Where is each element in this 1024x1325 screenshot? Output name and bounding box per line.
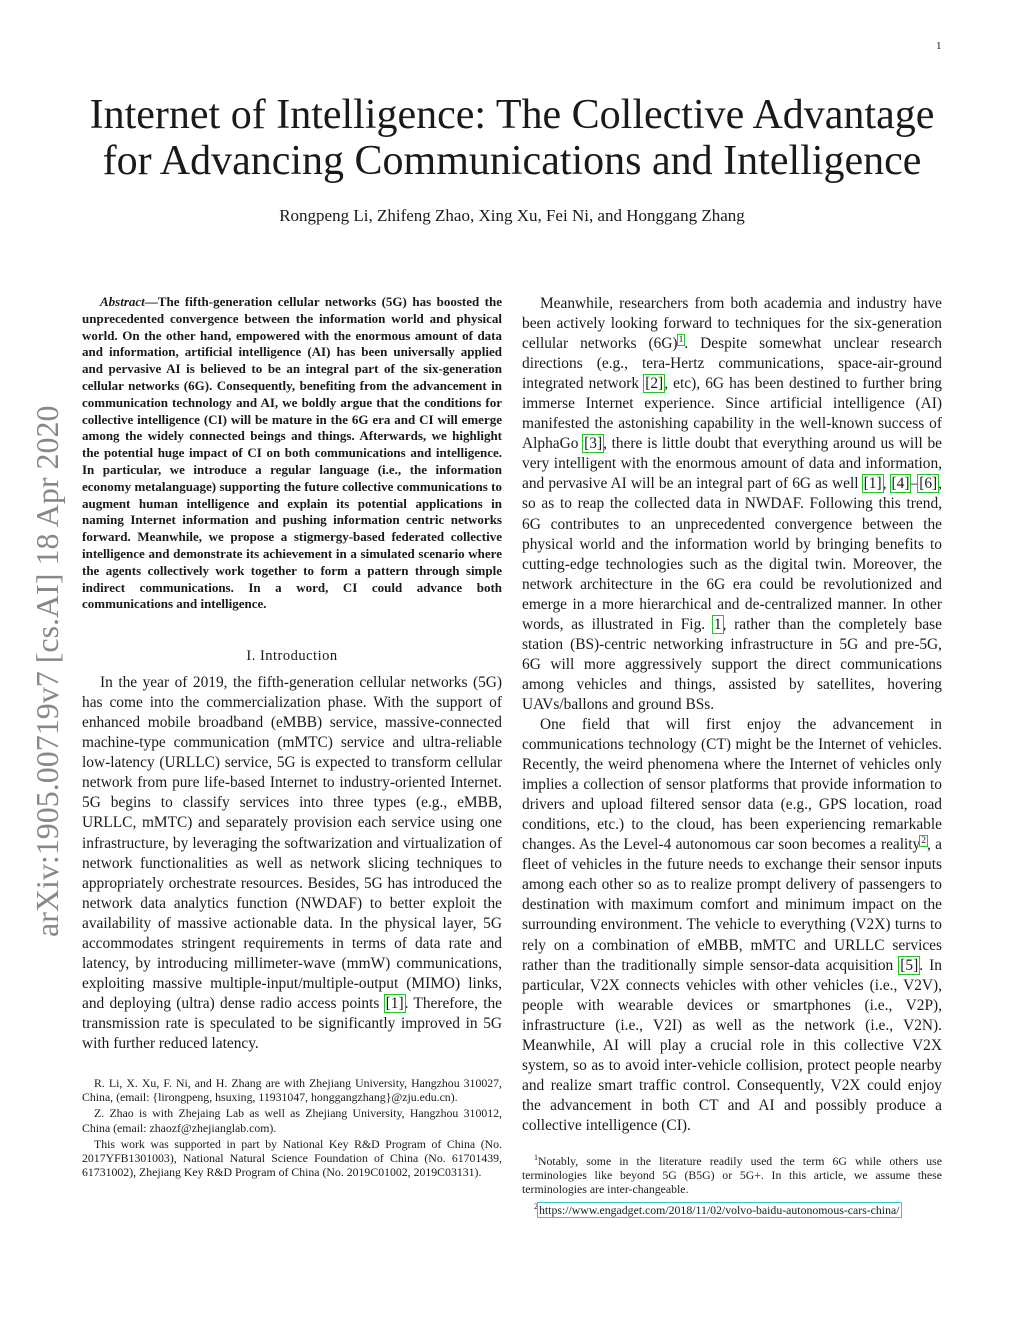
body-paragraph-6g	[522, 294, 942, 715]
body-text: ,	[882, 475, 891, 493]
abstract	[82, 294, 502, 613]
citation-link[interactable]: [4]	[891, 475, 910, 493]
citation-link[interactable]: [1]	[385, 994, 404, 1012]
body-text: , rather than the completely base station (BS)-centric networking infrastructure in 5G and pre-5G, 6G will more aggressively support the direct communications among vehicles and things, assisted by satellites, hovering UAVs/ballons and ground BSs.	[522, 615, 942, 713]
body-text: , etc), 6G has been destined to further bring immerse Internet experience. Since artificial intelligence (AI) manifested the astonishing capability in the well-known success of AlphaGo	[522, 375, 942, 453]
intro-text: . Therefore, the transmission rate is speculated to be significantly improved in 5G with further reduced latency.	[82, 994, 502, 1052]
affiliation-footnotes	[82, 1076, 502, 1179]
figure-link[interactable]: 1	[713, 615, 722, 633]
body-text: . In particular, V2X connects vehicles with other vehicles (i.e., V2V), people with wearable devices or smartphones (i.e., V2P), infrastructure (i.e., V2I) as well as the network (i.e., V2N). Meanwhile, AI will play a crucial role in this collective V2X system, so as to avoid inter-vehicle collision, protect people nearby and realize smart traffic control. Consequently, V2X could enjoy the advancement in both CT and AI and possibly produce a collective intelligence (CI).	[522, 956, 942, 1134]
footnote-affiliation-2: Z. Zhao is with Zhejaing Lab as well as Zhejiang University, Hangzhou 310012, China (email: zhaozf@zhejianglab.com).	[82, 1106, 502, 1135]
body-text: . Despite somewhat unclear research directions (e.g., tera-Hertz communications, space-air-ground integrated network	[522, 335, 942, 393]
body-text: , a fleet of vehicles in the future needs to exchange their sensor inputs among each other so as to realize prompt delivery of passengers to destination with maximum comfort and minimum impact on the surrounding environment. The vehicle to everything (V2X) turns to rely on a combination of eMBB, mMTC and URLLC services rather than the traditionally simple sensor-data acquisition	[522, 836, 943, 974]
footnote-number: 2	[534, 1201, 538, 1211]
author-list: Rongpeng Li, Zhifeng Zhao, Xing Xu, Fei Ni, and Honggang Zhang	[279, 206, 745, 225]
abstract-text: —The fifth-generation cellular networks (5G) has boosted the unprecedented convergence between the information world and physical world. On the other hand, empowered with the enormous amount of data and information, artificial intelligence (AI) has been universally applied and pervasive AI is believed to be an integral part of the six-generation cellular networks (6G). Consequently, benefiting from the advancement in communication technology and AI, we boldly argue that the conditions for collective intelligence (CI) will be mature in the 6G era and CI will emerge among the widely connected beings and things. Afterwards, we highlight the potential huge impact of CI on both communications and intelligence. In particular, we introduce a regular language (i.e., the information economy metalanguage) supporting the future collective communications to augment human intelligence and explain its potential applications in naming Internet information and pushing information centric networks forward. Meanwhile, we propose a stigmergy-based federated collective intelligence and demonstrate its achievement in a simulated scenario where the agents collectively work together to form a pattern through simple indirect communications. In a word, CI could advance both communications and intelligence.	[82, 294, 502, 612]
right-column	[522, 294, 942, 1219]
intro-text: In the year of 2019, the fifth-generation cellular networks (5G) has come into the commercialization phase. With the support of enhanced mobile broadband (eMBB) service, massive-connected machine-type communication (mMTC) service and ultra-reliable low-latency (URLLC) service, 5G is expected to transform cellular network from pure life-based Internet to industry-oriented Internet. 5G begins to classify services into three types (e.g., eMBB, URLLC, mMTC) and separately provision each service using one infrastructure, by leveraging the softwarization and virtualization of network functionalities as well as network slicing techniques to appropriately orchestrate resources. Besides, 5G has introduced the network data analytics function (NWDAF) to better exploit the availability of massive actionable data. In the physical layer, 5G accommodates stringent requirements in terms of data rate and latency, by introducing millimeter-wave (mmW) communications, exploiting massive multiple-input/multiple-output (MIMO) links, and deploying (ultra) dense radio access points	[82, 674, 502, 1012]
footnote-url-link[interactable]: https://www.engadget.com/2018/11/02/volvo-baidu-autonomous-cars-china/	[539, 1202, 900, 1217]
body-text: , so as to reap the collected data in NWDAF. Following this trend, 6G contributes to an unprecedented convergence between the physical world and the information world by bringing benefits to cutting-edge technologies such as the digital twin. Moreover, the network architecture in the 6G era could be revolutionized and emerge in a more hierarchical and de-centralized manner. In other words, as illustrated in Fig.	[522, 475, 942, 633]
section-heading-introduction: I. Introduction	[246, 648, 338, 665]
citation-link[interactable]: [3]	[584, 435, 603, 453]
body-text: –	[910, 475, 919, 493]
arxiv-stamp: arXiv:1905.00719v7 [cs.AI] 18 Apr 2020	[29, 405, 65, 937]
citation-link[interactable]: [6]	[919, 475, 938, 493]
body-text: , there is little doubt that everything around us will be very intelligent with the enormous amount of data and information, and pervasive AI will be an integral part of 6G as well	[522, 435, 942, 493]
page-number: 1	[936, 40, 942, 52]
intro-paragraph-1	[82, 673, 502, 1054]
body-text: One field that will first enjoy the advancement in communications technology (CT) might be the Internet of vehicles. Recently, the weird phenomena where the Internet of vehicles only implies a collection of sensor platforms that provide information to drivers and upload filtered sensor data (e.g., GPS location, road conditions, etc.) to the cloud, has been experiencing remarkable changes. As the Level-4 autonomous car soon becomes a reality	[522, 715, 942, 854]
citation-link[interactable]: [2]	[645, 375, 664, 393]
footnote-marker[interactable]: 1	[678, 334, 684, 345]
page-footnotes	[522, 1154, 942, 1217]
abstract-lead: Abstract	[100, 294, 145, 309]
footnote-1	[522, 1154, 942, 1197]
citation-link[interactable]: [1]	[863, 475, 882, 493]
footnote-2	[522, 1203, 942, 1217]
footnote-number: 1	[534, 1153, 538, 1163]
title-block	[60, 92, 964, 226]
left-column	[82, 294, 502, 1181]
body-paragraph-v2x	[522, 715, 942, 1136]
footnote-affiliation-1: R. Li, X. Xu, F. Ni, and H. Zhang are with Zhejiang University, Hangzhou 310027, China, (email: {lirongpeng, hsuxing, 11931047, honggangzhang}@zju.edu.cn).	[82, 1076, 502, 1105]
footnote-marker[interactable]: 2	[921, 836, 927, 847]
paper-title-line-1: Internet of Intelligence: The Collective Advantage	[89, 92, 935, 138]
footnote-text: Notably, some in the literature readily used the term 6G while others use terminologies like beyond 5G (B5G) or 5G+. In this article, we assume these terminologies are inter-changeable.	[522, 1153, 942, 1197]
paper-title-line-2: for Advancing Communications and Intelligence	[102, 138, 922, 184]
footnote-funding: This work was supported in part by National Key R&D Program of China (No. 2017YFB1301003), National Natural Science Foundation of China (No. 61701439, 61731002), Zhejiang Key R&D Program of China (No. 2019C01002, 2019C03131).	[82, 1136, 502, 1180]
citation-link[interactable]: [5]	[900, 956, 919, 974]
body-text: Meanwhile, researchers from both academia and industry have been actively looking forward to techniques for the six-generation cellular networks (6G)	[522, 295, 942, 353]
